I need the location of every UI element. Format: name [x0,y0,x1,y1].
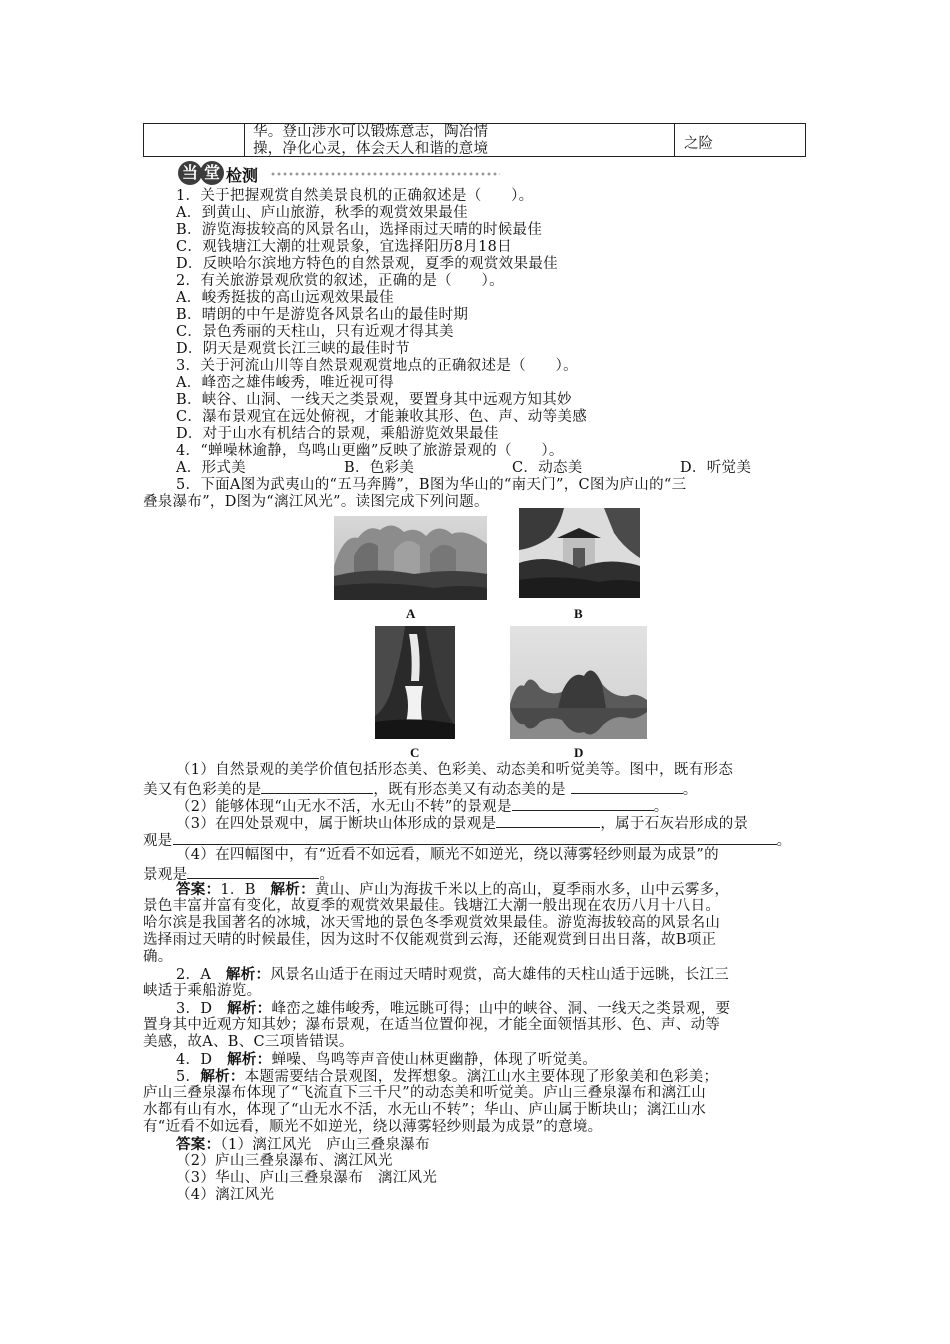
answer-4-text: 蝉噪、鸟鸣等声音使山林更幽静，体现了听觉美。 [271,1052,598,1068]
question-4-option-b: B．色彩美 [344,460,415,476]
question-4-option-d: D．听觉美 [680,460,752,476]
answer-1-text: 黄山、庐山为海拔千米以上的高山，夏季雨水多，山中云雾多， [314,882,730,898]
final-answer-3: （3）华山、庐山三叠泉瀑布 漓江风光 [176,1170,438,1186]
question-2-stem: 2．有关旅游景观欣赏的叙述，正确的是（ ）。 [176,273,504,289]
answer-blank[interactable] [261,779,373,794]
analysis-label: 解析： [225,966,271,983]
question-1-stem: 1．关于把握观赏自然美景良机的正确叙述是（ ）。 [176,188,534,204]
photo-caption-c: C [410,745,420,760]
sub-question-4-line-1: （4）在四幅图中，有“近看不如远看，顺光不如逆光，绕以薄雾轻纱则最为成景”的 [176,847,719,863]
question-3-option-a: A．峰峦之雄伟峻秀，唯近视可得 [176,375,394,391]
sub-question-1-end: 。 [682,782,698,798]
sub-question-2-end: 。 [653,799,669,815]
answer-1-line-1 [176,881,729,899]
question-5-line-2: 叠泉瀑布”，D图为“漓江风光”。读图完成下列问题。 [143,494,489,510]
answer-1-choice: 1．B [220,882,271,898]
table-cell-empty [144,124,245,156]
answer-label: 答案： [176,1136,221,1153]
answer-label: 答案： [176,881,221,898]
section-title: 检测 [226,166,259,185]
answer-2-choice: 2．A [176,967,226,983]
table-fragment [143,123,806,157]
sub-question-3-text-c: 观是 [143,833,173,849]
table-text-line-2: 操，净化心灵，体会天人和谐的意境 [253,141,489,157]
question-3-stem: 3．关于河流山川等自然景观观赏地点的正确叙述是（ ）。 [176,358,578,374]
final-answer-line-1 [176,1136,430,1154]
answer-1-line-5: 确。 [143,949,173,965]
question-3-option-b: B．峡谷、山洞、一线天之类景观，要置身其中远观方知其妙 [176,392,572,408]
question-1-option-b: B．游览海拔较高的风景名山，选择雨过天晴的时候最佳 [176,222,543,238]
question-2-option-c: C．景色秀丽的天柱山，只有近观才得其美 [176,324,454,340]
answer-5-text: 本题需要结合景观图，发挥想象。漓江山水主要体现了形象美和色彩美； [244,1069,719,1085]
photo-a-wuyi-mountain [334,516,487,600]
question-2-option-a: A．峻秀挺拔的高山远观效果最佳 [176,290,394,306]
question-4-option-c: C．动态美 [512,460,583,476]
answer-4-choice: 4．D [176,1052,228,1068]
answer-3-line-3: 美感，故A、B、C三项皆错误。 [143,1034,354,1050]
analysis-label: 解析： [270,881,315,898]
photo-d-lijiang-scenery [510,626,647,739]
sub-question-2-text: （2）能够体现“山无水不活，水无山不转”的景观是 [176,799,512,815]
answer-3-choice: 3．D [176,1001,228,1017]
answer-5-line-3: 水都有山有水，体现了“山无水不活，水无山不转”；华山、庐山属于断块山；漓江山水 [143,1102,707,1118]
dotted-divider [270,172,500,176]
photo-caption-d: D [574,745,584,760]
sub-question-1-line-1: （1）自然景观的美学价值包括形态美、色彩美、动态美和听觉美等。图中，既有形态 [176,762,734,778]
answer-1-line-3: 哈尔滨是我国著名的冰城，冰天雪地的景色冬季观赏效果最佳。游览海拔较高的风景名山 [143,915,721,931]
answer-3-line-1 [176,1000,730,1018]
table-cell-right: 之险 [684,136,713,152]
section-badge-1: 当 [178,161,202,185]
answer-blank[interactable] [173,830,777,845]
question-1-option-d: D．反映哈尔滨地方特色的自然景观，夏季的观赏效果最佳 [176,256,558,272]
analysis-label: 解析： [227,1000,272,1017]
photo-b-huashan-gate [519,508,640,598]
question-3-option-d: D．对于山水有机结合的景观，乘船游览效果最佳 [176,426,499,442]
answer-blank[interactable] [496,813,600,828]
analysis-label: 解析： [200,1068,245,1085]
question-3-option-c: C．瀑布景观宜在远处俯视，才能兼收其形、色、声、动等美感 [176,409,587,425]
answer-5-line-1 [176,1068,718,1086]
section-badge-2: 堂 [200,161,224,185]
answer-blank[interactable] [187,864,319,879]
answer-blank[interactable] [512,796,654,811]
answer-1-line-2: 景色丰富并富有变化，故夏季的观赏效果最佳。钱塘江大潮一般出现在农历八月十八日。 [143,898,721,914]
answer-2-line-1 [176,966,729,984]
sub-question-4-text: 景观是 [143,867,188,883]
answer-5-line-4: 有“近看不如远看，顺光不如逆光，绕以薄雾轻纱则最为成景”的意境。 [143,1119,603,1135]
sub-question-3-end: 。 [776,833,792,849]
sub-question-3-text-a: （3）在四处景观中，属于断块山体形成的景观是 [176,816,497,832]
answer-2-line-2: 峡适于乘船游览。 [143,983,262,999]
answer-blank[interactable] [571,779,683,794]
answer-2-text: 风景名山适于在雨过天晴时观赏，高大雄伟的天柱山适于远眺，长江三 [270,967,730,983]
question-5-line-1: 5．下面A图为武夷山的“五马奔腾”，B图为华山的“南天门”，C图为庐山的“三 [176,477,687,493]
question-1-option-a: A．到黄山、庐山旅游，秋季的观赏效果最佳 [176,205,468,221]
sub-question-1-text-b: ，既有形态美又有动态美的是 [373,782,566,798]
question-4-option-a: A．形式美 [176,460,246,476]
final-answer-1: （1）漓江风光 庐山三叠泉瀑布 [220,1137,430,1153]
question-2-option-d: D．阴天是观赏长江三峡的最佳时节 [176,341,410,357]
photo-caption-b: B [574,606,583,621]
photo-c-lushan-waterfall [375,626,455,739]
question-2-option-b: B．晴朗的中午是游览各风景名山的最佳时期 [176,307,469,323]
question-1-option-c: C．观钱塘江大潮的壮观景象，宜选择阳历8月18日 [176,239,512,255]
sub-question-3-text-b: ，属于石灰岩形成的景 [600,816,749,832]
question-4-stem: 4．“蝉噪林逾静，鸟鸣山更幽”反映了旅游景观的（ ）。 [176,443,564,459]
photo-caption-a: A [406,606,416,621]
table-cell-text [245,124,675,156]
answer-1-line-4: 选择雨过天晴的时候最佳，因为这时不仅能观赏到云海，还能观赏到日出日落，故B项正 [143,932,717,948]
answer-4-line-1 [176,1051,597,1069]
analysis-label: 解析： [227,1051,272,1068]
answer-3-line-2: 置身其中近观方知其妙；瀑布景观，在适当位置仰视，才能全面领悟其形、色、声、动等 [143,1017,721,1033]
final-answer-4: （4）漓江风光 [176,1187,275,1203]
answer-3-text: 峰峦之雄伟峻秀，唯远眺可得；山中的峡谷、洞、一线天之类景观，要 [271,1001,731,1017]
table-text-line-1: 华。登山涉水可以锻炼意志，陶冶情 [253,124,489,140]
sub-question-1-text-a: 美又有色彩美的是 [143,782,262,798]
answer-5-line-2: 庐山三叠泉瀑布体现了“飞流直下三千尺”的动态美和听觉美。庐山三叠泉瀑布和漓江山 [143,1085,707,1101]
section-header [176,161,596,187]
sub-question-4-end: 。 [319,867,335,883]
answer-5-number: 5． [176,1069,201,1085]
final-answer-2: （2）庐山三叠泉瀑布、漓江风光 [176,1153,393,1169]
